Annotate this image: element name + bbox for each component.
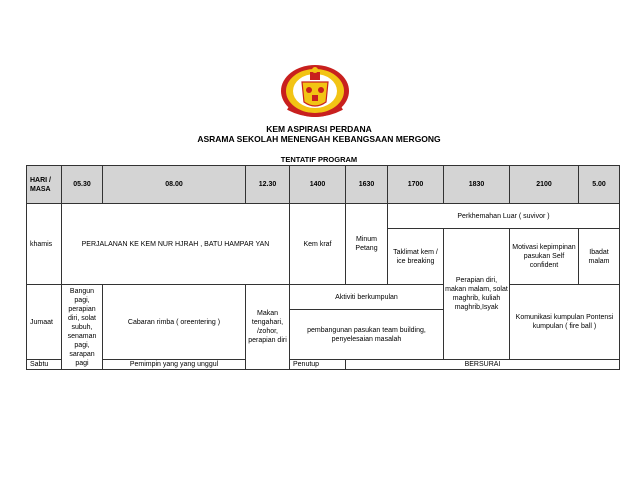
title-line1: KEM ASPIRASI PERDANA bbox=[266, 124, 372, 134]
ibadat-cell: Ibadat malam bbox=[578, 228, 620, 285]
hdr-time-1230: 12.30 bbox=[245, 165, 290, 204]
perapian-malam-cell: Perapian diri, makan malam, solat maghrib, kuliah maghrib,Isyak bbox=[443, 228, 510, 360]
pembangunan-cell: pembangunan pasukan team building, penyelesaian masalah bbox=[289, 309, 444, 360]
day-jumaat: Jumaat bbox=[26, 284, 62, 360]
perjalanan-cell: PERJALANAN KE KEM NUR HJRAH , BATU HAMPAR YAN bbox=[61, 203, 290, 285]
hdr-time-1630: 1630 bbox=[345, 165, 388, 204]
bangun-pagi-cell: Bangun pagi, perapian diri, solat subuh, senaman pagi, sarapan pagi bbox=[61, 284, 103, 370]
kem-kraf-cell: Kem kraf bbox=[289, 203, 346, 285]
minum-petang-cell: Minum Petang bbox=[345, 203, 388, 285]
title-line3: TENTATIF PROGRAM bbox=[280, 155, 358, 164]
hdr-time-0500: 5.00 bbox=[578, 165, 620, 204]
pemimpin-cell: Pemimpin yang yang unggul bbox=[102, 359, 246, 370]
hdr-day: HARI / MASA bbox=[26, 165, 62, 204]
penutup-cell: Penutup bbox=[289, 359, 346, 370]
hdr-time-0800: 08.00 bbox=[102, 165, 246, 204]
hdr-time-1400: 1400 bbox=[289, 165, 346, 204]
hdr-time-1830: 1830 bbox=[443, 165, 510, 204]
bersurai-cell: BERSURAI bbox=[345, 359, 620, 370]
day-khamis: khamis bbox=[26, 203, 62, 285]
cabaran-rimba-cell: Cabaran rimba ( oreentering ) bbox=[102, 284, 246, 360]
hdr-time-2100: 2100 bbox=[509, 165, 579, 204]
aktiviti-cell: Aktiviti berkumpulan bbox=[289, 284, 444, 310]
motivasi-cell: Motivasi kepimpinan pasukan Self confident bbox=[509, 228, 579, 285]
taklimat-cell: Taklimat kem / ice breaking bbox=[387, 228, 444, 285]
title-line2: ASRAMA SEKOLAH MENENGAH KEBANGSAAN MERGONG bbox=[197, 134, 441, 144]
school-crest-icon bbox=[278, 62, 352, 120]
perkhemahan-cell: Perkhemahan Luar ( suvivor ) bbox=[387, 203, 620, 229]
makan-tengahari-cell: Makan tengahari, /zohor, perapian diri bbox=[245, 284, 290, 370]
hdr-time-1700: 1700 bbox=[387, 165, 444, 204]
komunikasi-cell: Komunikasi kumpulan Pontensi kumpulan ( fire ball ) bbox=[509, 284, 620, 360]
hdr-time-0530: 05.30 bbox=[61, 165, 103, 204]
day-sabtu: Sabtu bbox=[26, 359, 62, 370]
